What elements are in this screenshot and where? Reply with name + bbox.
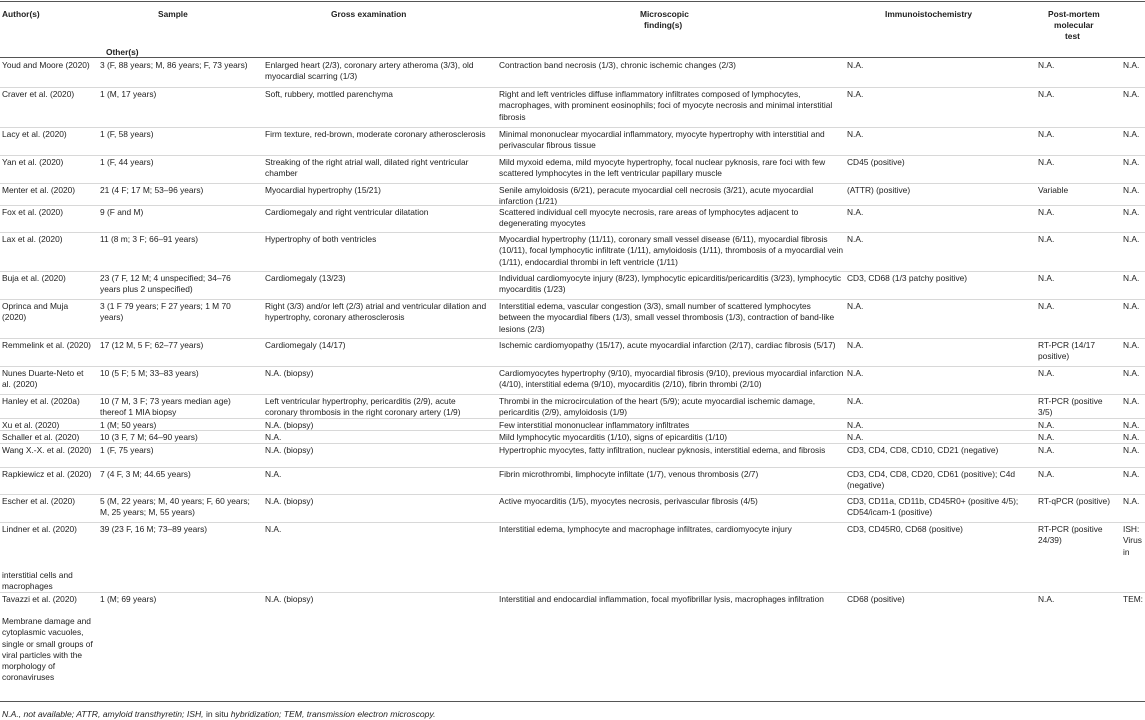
row-5-other: N.A. bbox=[1123, 207, 1140, 217]
row-3-gross: Streaking of the right atrial wall, dilated right ventricular chamber bbox=[265, 157, 469, 179]
row-3-sample: 1 (F, 44 years) bbox=[100, 157, 154, 167]
row-9-author: Remmelink et al. (2020) bbox=[2, 340, 91, 350]
row-divider bbox=[0, 155, 1145, 156]
row-1-molecular: N.A. bbox=[1038, 89, 1055, 99]
row-7-immuno: CD3, CD68 (1/3 patchy positive) bbox=[847, 273, 968, 283]
table-footnote bbox=[2, 709, 436, 719]
row-divider bbox=[0, 127, 1145, 128]
row-16-molecular: RT-qPCR (positive) bbox=[1038, 496, 1110, 506]
row-3-molecular: N.A. bbox=[1038, 157, 1055, 167]
row-8-gross: Right (3/3) and/or left (2/3) atrial and ventricular dilation and hypertrophy, coronary atherosclerosis bbox=[265, 301, 487, 323]
header-micro-line1: Microscopic bbox=[640, 9, 689, 19]
row-7-other: N.A. bbox=[1123, 273, 1140, 283]
row-17-other-continued: interstitial cells and macrophages bbox=[2, 570, 73, 592]
row-divider bbox=[0, 271, 1145, 272]
row-14-sample: 1 (F, 75 years) bbox=[100, 445, 154, 455]
row-0-microscopic: Contraction band necrosis (1/3), chronic ischemic changes (2/3) bbox=[499, 60, 736, 70]
row-15-microscopic: Fibrin microthrombi, limphocyte infiltate (1/7), venous thrombosis (2/7) bbox=[499, 469, 759, 479]
row-divider bbox=[0, 430, 1145, 431]
row-14-other: N.A. bbox=[1123, 445, 1140, 455]
row-1-author: Craver et al. (2020) bbox=[2, 89, 75, 99]
table-top-rule bbox=[0, 1, 1145, 2]
row-8-author: Oprinca and Muja (2020) bbox=[2, 301, 69, 323]
header-gross: Gross examination bbox=[331, 9, 407, 19]
row-1-sample: 1 (M, 17 years) bbox=[100, 89, 157, 99]
row-10-immuno: N.A. bbox=[847, 368, 864, 378]
row-14-author: Wang X.-X. et al. (2020) bbox=[2, 445, 92, 455]
row-11-immuno: N.A. bbox=[847, 396, 864, 406]
row-4-microscopic: Senile amyloidosis (6/21), peracute myocardial cell necrosis (3/21), acute myocardial infarction (1/21) bbox=[499, 185, 814, 207]
row-17-gross: N.A. bbox=[265, 524, 282, 534]
row-5-molecular: N.A. bbox=[1038, 207, 1055, 217]
footnote-text-1: N.A., not available; ATTR, amyloid transthyretin; ISH, bbox=[2, 709, 206, 719]
row-2-immuno: N.A. bbox=[847, 129, 864, 139]
row-divider bbox=[0, 299, 1145, 300]
row-6-microscopic: Myocardial hypertrophy (11/11), coronary small vessel disease (6/11), myocardial fibrosis (10/11), focal lymphocytic infiltrate (1/11), amyloidosis (1/11), thrombosis of a myocardial vein (1/11), endocardial thrombi in left ventricle (1/11) bbox=[499, 234, 843, 267]
row-0-gross: Enlarged heart (2/3), coronary artery atheroma (3/3), old myocardial scarring (1/3) bbox=[265, 60, 474, 82]
row-9-sample: 17 (12 M, 5 F; 62–77 years) bbox=[100, 340, 204, 350]
row-2-gross: Firm texture, red-brown, moderate coronary atherosclerosis bbox=[265, 129, 486, 139]
row-18-gross: N.A. (biopsy) bbox=[265, 594, 314, 604]
row-divider bbox=[0, 183, 1145, 184]
row-divider bbox=[0, 494, 1145, 495]
row-5-sample: 9 (F and M) bbox=[100, 207, 144, 217]
row-13-microscopic: Mild lymphocytic myocarditis (1/10), signs of epicarditis (1/10) bbox=[499, 432, 728, 442]
row-0-other: N.A. bbox=[1123, 60, 1140, 70]
row-1-gross: Soft, rubbery, mottled parenchyma bbox=[265, 89, 393, 99]
row-3-microscopic: Mild myxoid edema, mild myocyte hypertrophy, focal nuclear pyknosis, rare foci with few scattered lymphocytes in the left ventricular papillary muscle bbox=[499, 157, 826, 179]
row-4-gross: Myocardial hypertrophy (15/21) bbox=[265, 185, 381, 195]
row-16-other: N.A. bbox=[1123, 496, 1140, 506]
row-9-immuno: N.A. bbox=[847, 340, 864, 350]
row-18-other-continued: Membrane damage and cytoplasmic vacuoles, single or small groups of viral particles with the morphology of coronaviruses bbox=[2, 616, 93, 683]
row-divider bbox=[0, 366, 1145, 367]
footnote-text-2: hybridization; TEM, transmission electron microscopy. bbox=[228, 709, 436, 719]
row-17-immuno: CD3, CD45R0, CD68 (positive) bbox=[847, 524, 963, 534]
row-1-immuno: N.A. bbox=[847, 89, 864, 99]
row-9-molecular: RT-PCR (14/17 positive) bbox=[1038, 340, 1096, 362]
row-17-molecular: RT-PCR (positive 24/39) bbox=[1038, 524, 1103, 546]
row-12-gross: N.A. (biopsy) bbox=[265, 420, 314, 430]
row-0-author: Youd and Moore (2020) bbox=[2, 60, 90, 70]
row-18-microscopic: Interstitial and endocardial inflammation, focal myofibrillar lysis, macrophages infiltration bbox=[499, 594, 824, 604]
row-16-microscopic: Active myocarditis (1/5), myocytes necrosis, perivascular fibrosis (4/5) bbox=[499, 496, 758, 506]
row-0-molecular: N.A. bbox=[1038, 60, 1055, 70]
row-5-gross: Cardiomegaly and right ventricular dilatation bbox=[265, 207, 429, 217]
row-5-immuno: N.A. bbox=[847, 207, 864, 217]
row-12-molecular: N.A. bbox=[1038, 420, 1055, 430]
row-18-immuno: CD68 (positive) bbox=[847, 594, 905, 604]
row-10-sample: 10 (5 F; 5 M; 33–83 years) bbox=[100, 368, 199, 378]
row-10-author: Nunes Duarte-Neto et al. (2020) bbox=[2, 368, 84, 390]
row-14-immuno: CD3, CD4, CD8, CD10, CD21 (negative) bbox=[847, 445, 999, 455]
row-15-molecular: N.A. bbox=[1038, 469, 1055, 479]
row-11-molecular: RT-PCR (positive 3/5) bbox=[1038, 396, 1103, 418]
row-12-sample: 1 (M; 50 years) bbox=[100, 420, 157, 430]
row-0-sample: 3 (F, 88 years; M, 86 years; F, 73 years) bbox=[100, 60, 248, 70]
row-15-other: N.A. bbox=[1123, 469, 1140, 479]
row-5-author: Fox et al. (2020) bbox=[2, 207, 63, 217]
row-12-author: Xu et al. (2020) bbox=[2, 420, 60, 430]
row-6-author: Lax et al. (2020) bbox=[2, 234, 63, 244]
row-12-other: N.A. bbox=[1123, 420, 1140, 430]
row-15-author: Rapkiewicz et al. (2020) bbox=[2, 469, 92, 479]
header-sample: Sample bbox=[158, 9, 188, 19]
row-11-author: Hanley et al. (2020a) bbox=[2, 396, 80, 406]
row-4-molecular: Variable bbox=[1038, 185, 1069, 195]
row-15-sample: 7 (4 F, 3 M; 44.65 years) bbox=[100, 469, 191, 479]
header-immuno: Immunoistochemistry bbox=[885, 9, 973, 19]
row-11-microscopic: Thrombi in the microcirculation of the heart (5/9); acute myocardial ischemic damage, pericarditis (2/9), amyloidosis (1/9) bbox=[499, 396, 816, 418]
row-6-other: N.A. bbox=[1123, 234, 1140, 244]
row-14-gross: N.A. (biopsy) bbox=[265, 445, 314, 455]
row-15-immuno: CD3, CD4, CD8, CD20, CD61 (positive); C4d (negative) bbox=[847, 469, 1016, 491]
row-divider bbox=[0, 338, 1145, 339]
row-8-molecular: N.A. bbox=[1038, 301, 1055, 311]
row-7-gross: Cardiomegaly (13/23) bbox=[265, 273, 346, 283]
row-2-molecular: N.A. bbox=[1038, 129, 1055, 139]
header-other: Other(s) bbox=[106, 47, 139, 57]
row-0-immuno: N.A. bbox=[847, 60, 864, 70]
row-18-sample: 1 (M; 69 years) bbox=[100, 594, 157, 604]
row-9-other: N.A. bbox=[1123, 340, 1140, 350]
row-8-sample: 3 (1 F 79 years; F 27 years; 1 M 70 years) bbox=[100, 301, 231, 323]
row-1-other: N.A. bbox=[1123, 89, 1140, 99]
row-13-sample: 10 (3 F, 7 M; 64–90 years) bbox=[100, 432, 198, 442]
row-divider bbox=[0, 522, 1145, 523]
row-5-microscopic: Scattered individual cell myocyte necrosis, rare areas of lymphocytes adjacent to degenerating myocytes bbox=[499, 207, 799, 229]
row-7-molecular: N.A. bbox=[1038, 273, 1055, 283]
row-6-immuno: N.A. bbox=[847, 234, 864, 244]
row-7-sample: 23 (7 F, 12 M; 4 unspecified; 34–76 years plus 2 unspecified) bbox=[100, 273, 231, 295]
row-8-microscopic: Interstitial edema, vascular congestion (3/3), small number of scattered lymphocytes between the myocardial fibers (1/3), small vessel thrombosis (1/3), contraction of band-like lesions (2/3) bbox=[499, 301, 835, 334]
row-3-immuno: CD45 (positive) bbox=[847, 157, 905, 167]
row-16-sample: 5 (M, 22 years; M, 40 years; F, 60 years; M, 25 years; M, 55 years) bbox=[100, 496, 250, 518]
row-divider bbox=[0, 394, 1145, 395]
row-divider bbox=[0, 87, 1145, 88]
row-9-gross: Cardiomegaly (14/17) bbox=[265, 340, 346, 350]
row-4-immuno: (ATTR) (positive) bbox=[847, 185, 911, 195]
row-divider bbox=[0, 418, 1145, 419]
row-divider bbox=[0, 592, 1145, 593]
row-11-gross: Left ventricular hypertrophy, pericarditis (2/9), acute coronary thrombosis in the right coronary artery (1/9) bbox=[265, 396, 461, 418]
row-2-sample: 1 (F, 58 years) bbox=[100, 129, 154, 139]
header-author: Author(s) bbox=[2, 9, 40, 19]
row-7-microscopic: Individual cardiomyocyte injury (8/23), lymphocytic epicarditis/pericarditis (3/23), lymphocytic myocarditis (1/23) bbox=[499, 273, 842, 295]
row-3-other: N.A. bbox=[1123, 157, 1140, 167]
row-6-sample: 11 (8 m; 3 F; 66–91 years) bbox=[100, 234, 199, 244]
row-13-molecular: N.A. bbox=[1038, 432, 1055, 442]
header-pm-line2: molecular bbox=[1054, 20, 1094, 30]
row-18-author: Tavazzi et al. (2020) bbox=[2, 594, 77, 604]
row-18-molecular: N.A. bbox=[1038, 594, 1055, 604]
row-10-molecular: N.A. bbox=[1038, 368, 1055, 378]
row-13-other: N.A. bbox=[1123, 432, 1140, 442]
row-2-author: Lacy et al. (2020) bbox=[2, 129, 67, 139]
row-13-gross: N.A. bbox=[265, 432, 282, 442]
row-7-author: Buja et al. (2020) bbox=[2, 273, 66, 283]
row-18-other: TEM: bbox=[1123, 594, 1144, 604]
footnote-insitu: in situ bbox=[205, 709, 229, 719]
row-divider bbox=[0, 232, 1145, 233]
row-16-immuno: CD3, CD11a, CD11b, CD45R0+ (positive 4/5); CD54/icam-1 (positive) bbox=[847, 496, 1019, 518]
header-bottom-rule bbox=[0, 57, 1145, 58]
row-13-author: Schaller et al. (2020) bbox=[2, 432, 80, 442]
row-4-author: Menter et al. (2020) bbox=[2, 185, 76, 195]
row-2-microscopic: Minimal mononuclear myocardial inflammatory, myocyte hypertrophy with interstitial and perivascular fibrous tissue bbox=[499, 129, 825, 151]
row-12-immuno: N.A. bbox=[847, 420, 864, 430]
row-1-microscopic: Right and left ventricles diffuse inflammatory infiltrates composed of lymphocytes, macrophages, with prominent eosinophils; foci of myocyte necrosis and minimal interstitial fibrosis bbox=[499, 89, 833, 122]
row-12-microscopic: Few interstitial mononuclear inflammatory infiltrates bbox=[499, 420, 690, 430]
row-divider bbox=[0, 467, 1145, 468]
row-8-other: N.A. bbox=[1123, 301, 1140, 311]
row-13-immuno: N.A. bbox=[847, 432, 864, 442]
header-pm-line3: test bbox=[1065, 31, 1080, 41]
row-10-other: N.A. bbox=[1123, 368, 1140, 378]
row-10-microscopic: Cardiomyocytes hypertrophy (9/10), myocardial fibrosis (9/10), previous myocardial infarction (4/10), interstitial edema (9/10), myocarditis (2/10), fibrin thrombi (2/10) bbox=[499, 368, 844, 390]
row-6-gross: Hypertrophy of both ventricles bbox=[265, 234, 377, 244]
row-16-gross: N.A. (biopsy) bbox=[265, 496, 314, 506]
row-15-gross: N.A. bbox=[265, 469, 282, 479]
row-8-immuno: N.A. bbox=[847, 301, 864, 311]
row-10-gross: N.A. (biopsy) bbox=[265, 368, 314, 378]
row-17-sample: 39 (23 F, 16 M; 73–89 years) bbox=[100, 524, 208, 534]
row-16-author: Escher et al. (2020) bbox=[2, 496, 76, 506]
row-17-author: Lindner et al. (2020) bbox=[2, 524, 77, 534]
row-17-microscopic: Interstitial edema, lymphocyte and macrophage infiltrates, cardiomyocyte injury bbox=[499, 524, 792, 534]
row-3-author: Yan et al. (2020) bbox=[2, 157, 64, 167]
table-bottom-rule bbox=[0, 701, 1145, 702]
row-4-other: N.A. bbox=[1123, 185, 1140, 195]
row-14-molecular: N.A. bbox=[1038, 445, 1055, 455]
row-divider bbox=[0, 443, 1145, 444]
row-11-sample: 10 (7 M, 3 F; 73 years median age) thereof 1 MIA biopsy bbox=[100, 396, 231, 418]
header-pm-line1: Post-mortem bbox=[1048, 9, 1100, 19]
row-2-other: N.A. bbox=[1123, 129, 1140, 139]
row-14-microscopic: Hypertrophic myocytes, fatty infiltration, nuclear pyknosis, interstitial edema, and fibrosis bbox=[499, 445, 826, 455]
row-11-other: N.A. bbox=[1123, 396, 1140, 406]
header-micro-line2: finding(s) bbox=[644, 20, 683, 30]
row-17-other: ISH: Virus in bbox=[1123, 524, 1142, 557]
row-divider bbox=[0, 205, 1145, 206]
row-4-sample: 21 (4 F; 17 M; 53–96 years) bbox=[100, 185, 204, 195]
row-9-microscopic: Ischemic cardiomyopathy (15/17), acute myocardial infarction (2/17), cardiac fibrosis (5/17) bbox=[499, 340, 836, 350]
row-6-molecular: N.A. bbox=[1038, 234, 1055, 244]
